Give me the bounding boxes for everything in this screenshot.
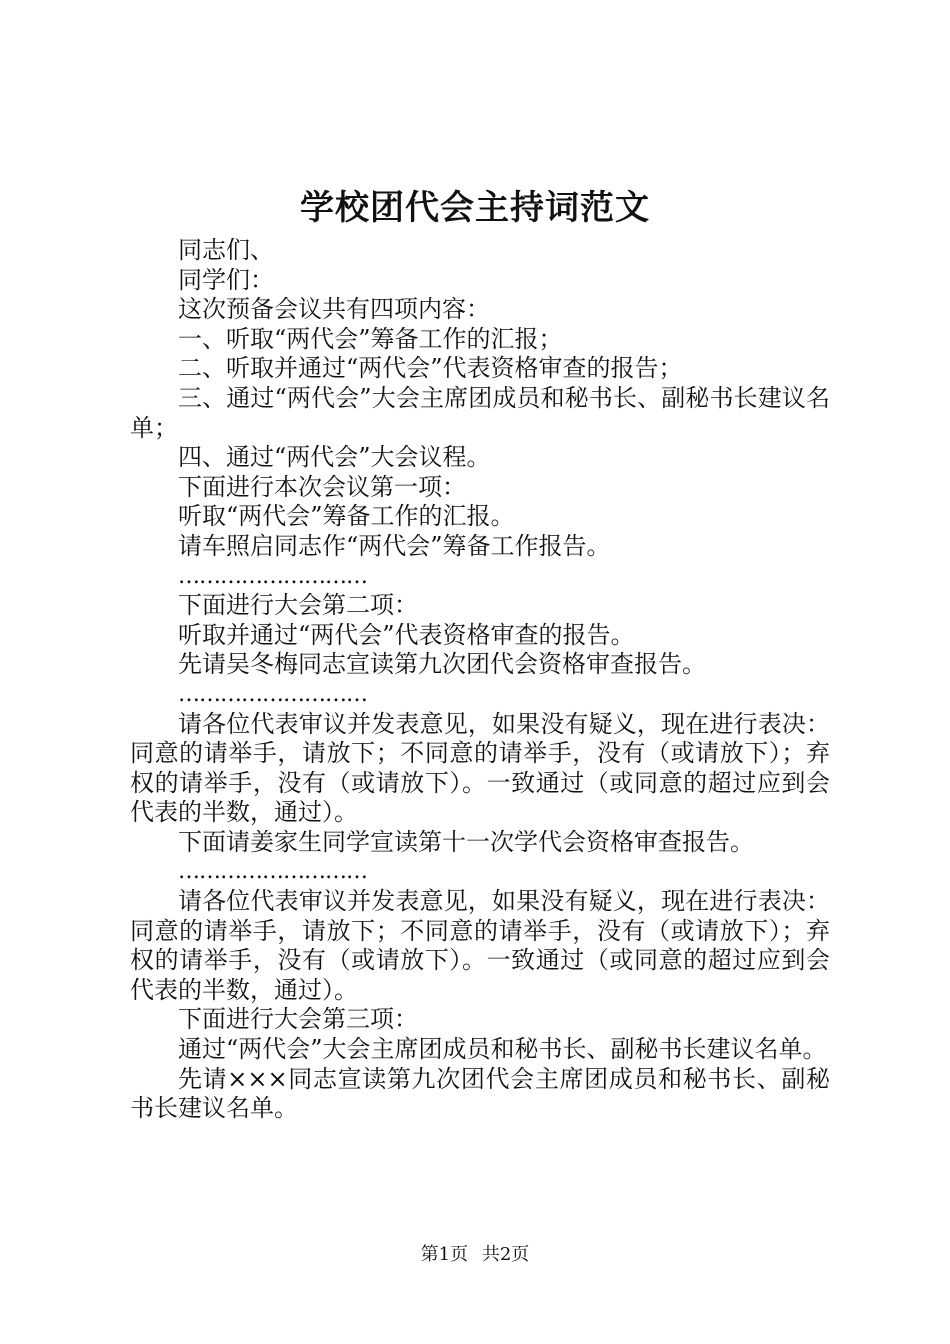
document-title: 学校团代会主持词范文: [300, 188, 650, 228]
paragraph: 下面进行大会第三项：: [178, 1005, 418, 1034]
document-body: [130, 236, 830, 1124]
paragraph: 先请吴冬梅同志宣读第九次团代会资格审查报告。: [178, 650, 706, 679]
paragraph: 同志们、: [178, 236, 274, 264]
page-footer: [0, 1243, 950, 1267]
paragraph: 请车照启同志作“两代会”筹备工作报告。: [178, 531, 611, 560]
ellipsis-separator: ………………………: [178, 563, 367, 589]
page-number: 第1页: [420, 1244, 469, 1265]
paragraph: 听取“两代会”筹备工作的汇报。: [178, 502, 515, 531]
paragraph: 同学们：: [178, 265, 274, 294]
paragraph: 下面进行本次会议第一项：: [178, 472, 466, 501]
page-total: 共2页: [481, 1244, 530, 1265]
paragraph: 三、通过“两代会”大会主席团成员和秘书长、副秘书长建议名单；: [130, 383, 830, 442]
paragraph: 通过“两代会”大会主席团成员和秘书长、副秘书长建议名单。: [178, 1035, 827, 1064]
paragraph: 请各位代表审议并发表意见，如果没有疑义，现在进行表决：同意的请举手，请放下；不同意的请举手，没有（或请放下）；弃权的请举手，没有（或请放下）。一致通过（或同意的超过应到会代表的半数，通过）。: [130, 887, 830, 1004]
paragraph: 请各位代表审议并发表意见，如果没有疑义，现在进行表决：同意的请举手，请放下；不同意的请举手，没有（或请放下）；弃权的请举手，没有（或请放下）。一致通过（或同意的超过应到会代表的半数，通过）。: [130, 709, 830, 827]
paragraph: 下面进行大会第二项：: [178, 591, 418, 620]
paragraph: 听取并通过“两代会”代表资格审查的报告。: [178, 620, 635, 649]
paragraph: 四、通过“两代会”大会议程。: [178, 443, 491, 472]
paragraph: 一、听取“两代会”筹备工作的汇报；: [178, 324, 563, 353]
paragraph: 这次预备会议共有四项内容：: [178, 295, 490, 324]
ellipsis-separator: ………………………: [178, 859, 367, 885]
ellipsis-separator: ………………………: [178, 681, 367, 707]
paragraph: 下面请姜家生同学宣读第十一次学代会资格审查报告。: [178, 827, 754, 856]
paragraph: 先请×××同志宣读第九次团代会主席团成员和秘书长、副秘书长建议名单。: [130, 1064, 830, 1123]
paragraph: 二、听取并通过“两代会”代表资格审查的报告；: [178, 354, 683, 383]
